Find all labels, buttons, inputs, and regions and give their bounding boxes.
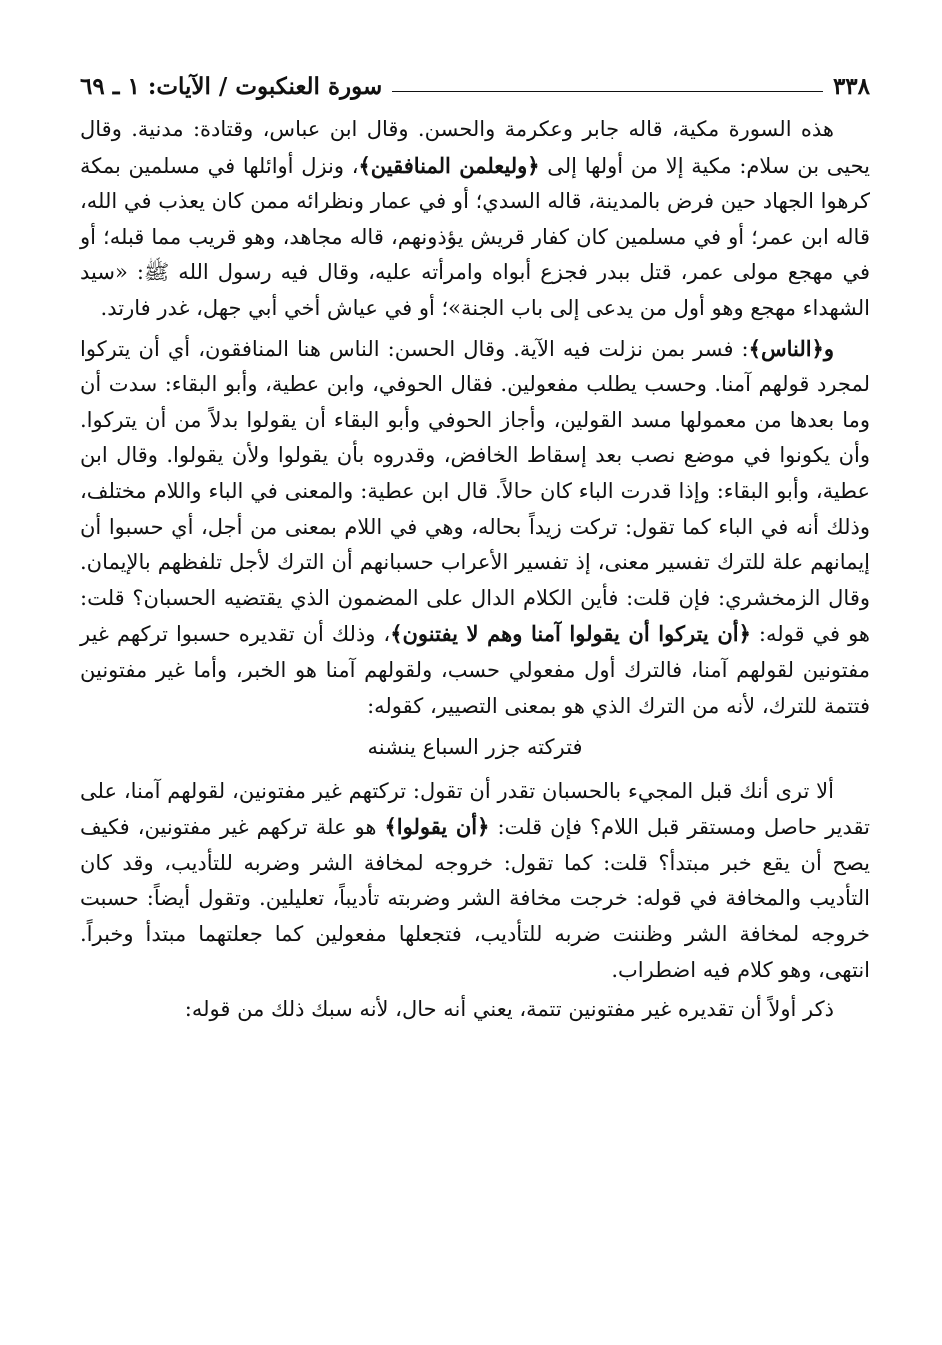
paragraph-text: ألا ترى أنك قبل المجيء بالحسبان تقدر أن تقول: تركتهم غير مفتونين، لقولهم آمنا، على تقدير حاصل ومستقر قبل اللام؟ فإن قلت: <box>80 778 871 840</box>
header-rule <box>392 91 823 92</box>
paragraph-text: هو علة تركهم غير مفتونين، فكيف يصح أن يقع خبر مبتدأ؟ قلت: كما تقول: خروجه لمخافة الشر وضربه للتأديب، وقد كان التأديب والمخافة في قوله: خرجت مخافة الشر وضربته تأديباً، تعليلين. وتقول أيضاً: حسبت خروجه لمخافة الشر وظننت ضربه للتأديب، فتجعلها مفعولين كما جعلتهما مبتدأ وخبراً. انتهى، وهو كلام فيه اضطراب. <box>80 815 871 982</box>
running-header <box>80 56 870 100</box>
paragraph-text: : فسر بمن نزلت فيه الآية. وقال الحسن: الناس هنا المنافقون، أي أن يتركوا لمجرد قولهم آمنا. وحسب يطلب مفعولين. فقال الحوفي، وابن عطية، وأبو البقاء: سدت أن وما بعدها من معمولها مسد القولين، وأجاز الحوفي وأبو البقاء أن يقولوا بدلاً من أن يتركوا. وأن يكونوا في موضع نصب بعد إسقاط الخافض، وقدروه بأن يقولوا ولأن يقولوا. وقال ابن عطية، وأبو البقاء: وإذا قدرت الباء كان حالاً. قال ابن عطية: والمعنى في الباء واللام مختلف، وذلك أنه في الباء كما تقول: تركت زيداً بحاله، وهي في اللام بمعنى من أجل، أي حسبوا أن إيمانهم علة للترك تفسير معنى، إذ تفسير الأعراب حسبانهم أن الترك لأجل تلفظهم بالإيمان. وقال الزمخشري: فإن قلت: فأين الكلام الدال على المضمون الذي يقتضيه الحسبان؟ قلت: هو في قوله: <box>80 336 870 647</box>
quran-quote: ﴿أن يتركوا أن يقولوا آمنا وهم لا يفتنون﴾ <box>390 621 751 647</box>
paragraph-text: ذكر أولاً أن تقديره غير مفتونين تتمة، يعني أنه حال، لأنه سبك ذلك من قوله: <box>184 997 834 1022</box>
paragraph-4 <box>80 992 870 1028</box>
paragraph-2 <box>80 331 870 725</box>
paragraph-text: هذه السورة مكية، قاله جابر وعكرمة والحسن. وقال ابن عباس، وقتادة: مدنية. وقال يحيى بن سلام: مكية إلا من أولها إلى <box>80 117 870 178</box>
quran-quote: ﴿أن يقولوا﴾ <box>384 814 490 840</box>
poetry-verse: فتركته جزر السباع ينشنه <box>367 735 583 760</box>
header-title: سورة العنكبوت / الآيات: ١ ـ ٦٩ <box>80 73 383 100</box>
page-body <box>80 112 870 1028</box>
paragraph-text: ، وذلك أن تقديره حسبوا تركهم غير مفتونين لقولهم آمنا، فالترك أول مفعولي حسب، ولقولهم آمنا هو الخبر، وأما غير مفتونين فتتمة للترك، لأنه من الترك الذي هو بمعنى التصيير، كقوله: <box>80 622 870 718</box>
quran-quote: و﴿الناس﴾ <box>748 335 834 361</box>
quran-quote: ﴿وليعلمن المنافقين﴾ <box>358 152 540 178</box>
paragraph-text: ، ونزل أوائلها في مسلمين بمكة كرهوا الجهاد حين فرض بالمدينة، قاله السدي؛ أو في عمار ونظرائه ممن كان يعذب في الله، قاله ابن عمر؛ أو في مسلمين كان كفار قريش يؤذونهم، قاله مجاهد، وهو قريب مما قبله؛ أو في مهجع مولى عمر، قتل ببدر فجزع أبواه وامرأته عليه، وقال فيه رسول الله ﷺ: «سيد الشهداء مهجع وهو أول من يدعى إلى باب الجنة»؛ أو في عياش أخي أبي جهل، غدر فارتد. <box>80 153 870 320</box>
page-number: ٣٣٨ <box>832 73 870 100</box>
paragraph-3 <box>80 774 870 989</box>
paragraph-1 <box>80 112 870 327</box>
